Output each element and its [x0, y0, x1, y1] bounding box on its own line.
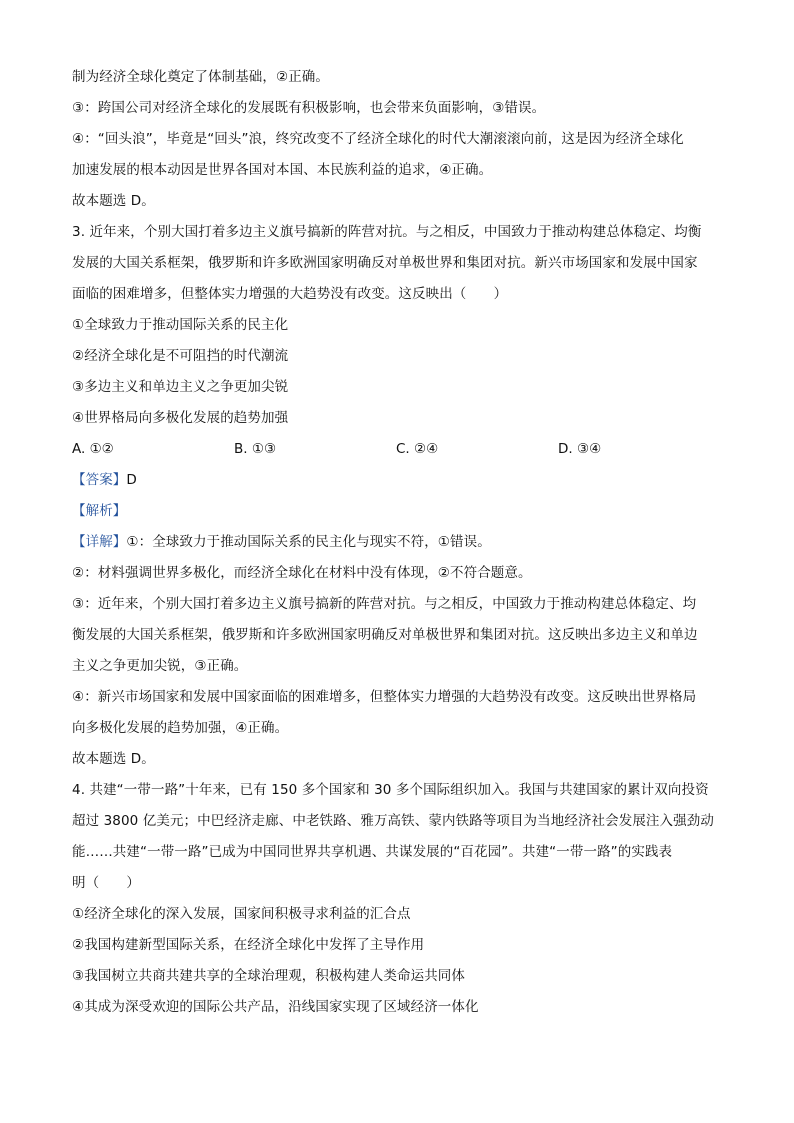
question-3-stem: 面临的困难增多，但整体实力增强的大趋势没有改变。这反映出（ ） [72, 286, 508, 302]
question-4-stem: 能……共建“一带一路”已成为中国同世界共享机遇、共谋发展的“百花园”。共建“一带一路”的实践表 [72, 844, 673, 860]
detail-text: ①：全球致力于推动国际关系的民主化与现实不符，①错误。 [126, 534, 491, 550]
conclusion-line: 故本题选 D。 [72, 193, 155, 209]
detail-line: ②：材料强调世界多极化，而经济全球化在材料中没有体现，②不符合题意。 [72, 565, 532, 581]
question-4-item: ②我国构建新型国际关系，在经济全球化中发挥了主导作用 [72, 937, 425, 953]
analysis-line [72, 496, 732, 527]
detail-line: 向多极化发展的趋势加强，④正确。 [72, 720, 289, 736]
question-3-item: ①全球致力于推动国际关系的民主化 [72, 317, 289, 333]
question-3-stem: 发展的大国关系框架，俄罗斯和许多欧洲国家明确反对单极世界和集团对抗。新兴市场国家和发展中国家 [72, 255, 698, 271]
question-3-item: ②经济全球化是不可阻挡的时代潮流 [72, 348, 289, 364]
option-d: D. ③④ [558, 441, 602, 457]
detail-line: 衡发展的大国关系框架，俄罗斯和许多欧洲国家明确反对单极世界和集团对抗。这反映出多边主义和单边 [72, 627, 698, 643]
option-a: A. ①② [72, 441, 114, 457]
option-b: B. ①③ [234, 441, 277, 457]
document-page [72, 62, 732, 1023]
detail-line: ③：近年来，个别大国打着多边主义旗号搞新的阵营对抗。与之相反，中国致力于推动构建总体稳定、均 [72, 596, 697, 612]
question-4-stem: 4. 共建“一带一路”十年来，已有 150 多个国家和 30 多个国际组织加入。我国与共建国家的累计双向投资 [72, 782, 709, 798]
question-4-item: ④其成为深受欢迎的国际公共产品，沿线国家实现了区域经济一体化 [72, 999, 479, 1015]
question-4-stem: 明（ ） [72, 875, 140, 891]
analysis-label: 【解析】 [72, 503, 127, 519]
question-3-item: ③多边主义和单边主义之争更加尖锐 [72, 379, 289, 395]
question-4-item: ①经济全球化的深入发展，国家间积极寻求利益的汇合点 [72, 906, 411, 922]
detail-line: 主义之争更加尖锐，③正确。 [72, 658, 248, 674]
detail-line: ④：新兴市场国家和发展中国家面临的困难增多，但整体实力增强的大趋势没有改变。这反映出世界格局 [72, 689, 697, 705]
detail-line [72, 527, 732, 558]
question-3-stem: 3. 近年来，个别大国打着多边主义旗号搞新的阵营对抗。与之相反，中国致力于推动构建总体稳定、均衡 [72, 224, 702, 240]
answer-label: 【答案】 [72, 472, 127, 488]
text-line: 制为经济全球化奠定了体制基础，②正确。 [72, 69, 330, 85]
text-line: 加速发展的根本动因是世界各国对本国、本民族利益的追求，④正确。 [72, 162, 493, 178]
question-4-item: ③我国树立共商共建共享的全球治理观，积极构建人类命运共同体 [72, 968, 466, 984]
option-c: C. ②④ [396, 441, 439, 457]
answer-line [72, 465, 732, 496]
text-line: ④：“回头浪”，毕竟是“回头”浪，终究改变不了经济全球化的时代大潮滚滚向前，这是因为经济全球化 [72, 131, 684, 147]
detail-label: 【详解】 [72, 534, 127, 550]
answer-value: D [126, 472, 137, 488]
question-4-stem: 超过 3800 亿美元；中巴经济走廊、中老铁路、雅万高铁、蒙内铁路等项目为当地经济社会发展注入强劲动 [72, 813, 714, 829]
question-3-options [72, 434, 732, 465]
question-3-item: ④世界格局向多极化发展的趋势加强 [72, 410, 289, 426]
text-line: ③：跨国公司对经济全球化的发展既有积极影响，也会带来负面影响，③错误。 [72, 100, 546, 116]
conclusion-line: 故本题选 D。 [72, 751, 155, 767]
